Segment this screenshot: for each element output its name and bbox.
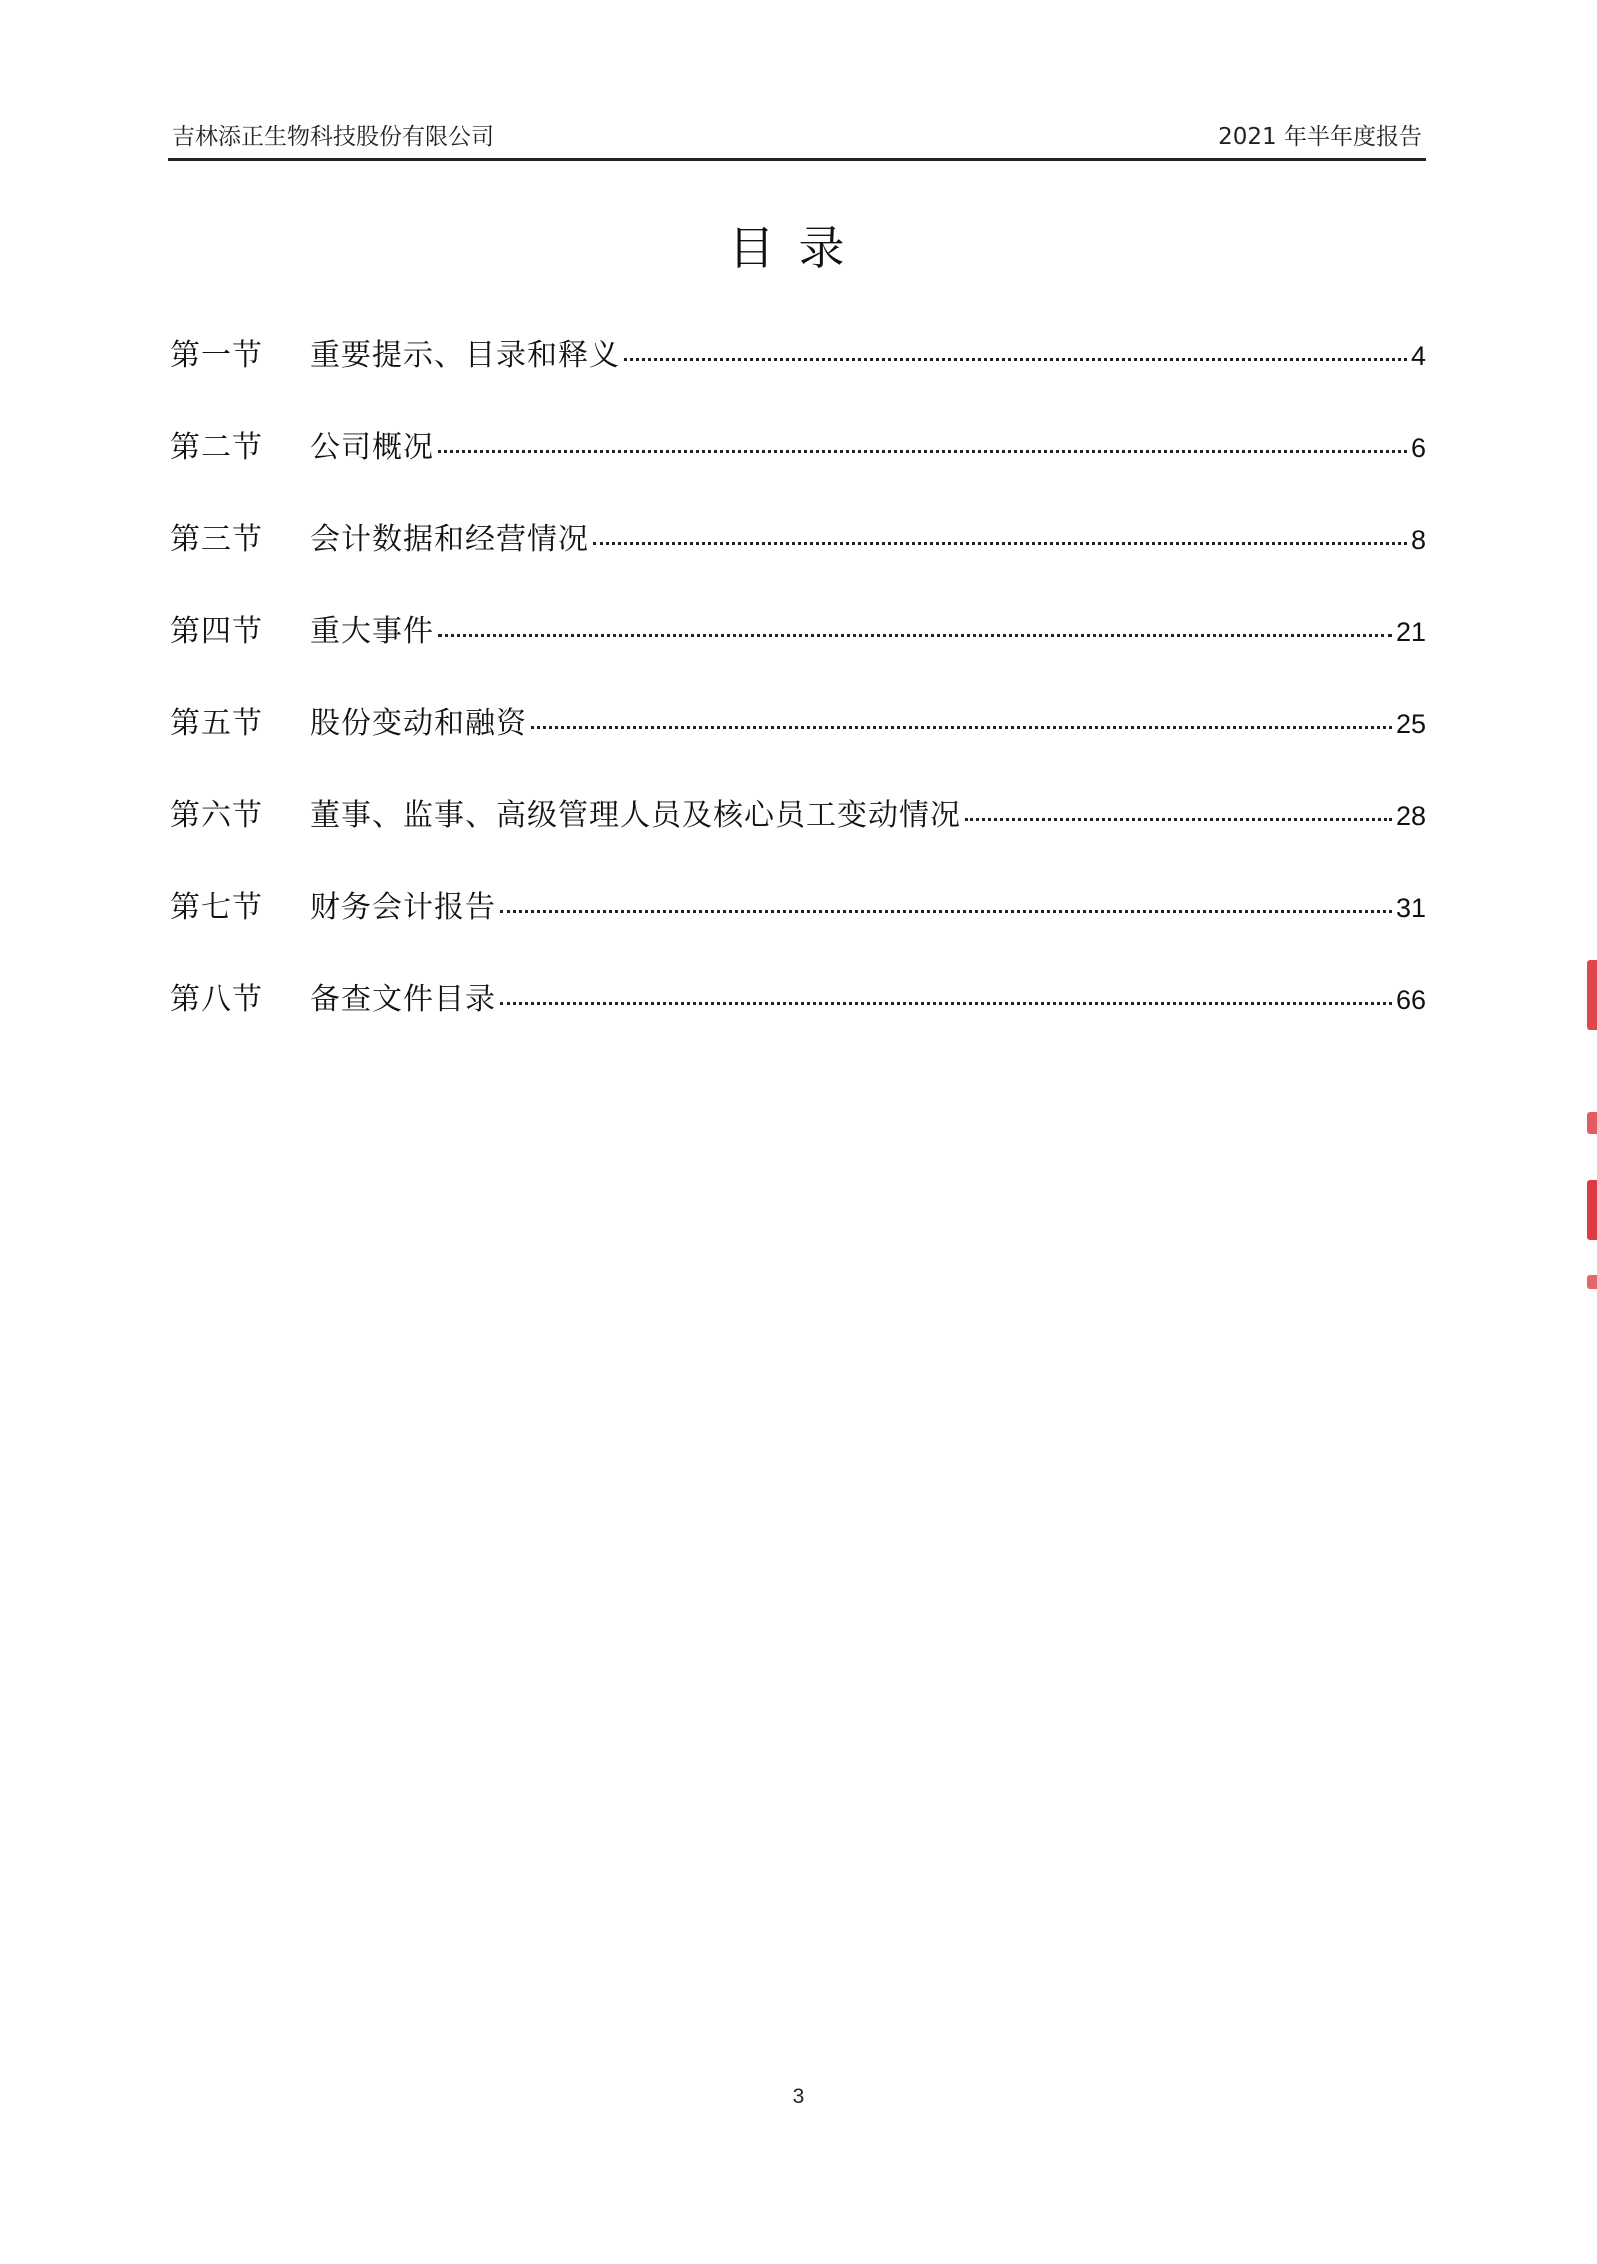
toc-page-number: 66 <box>1395 985 1426 1015</box>
toc-entry-8[interactable] <box>170 974 1426 1066</box>
toc-page-number: 4 <box>1410 341 1426 371</box>
seal-stamp-edge-mark <box>1587 1275 1597 1289</box>
toc-section-label: 第五节 <box>170 706 263 741</box>
toc-section-label: 第七节 <box>170 890 263 925</box>
header-report-title: 2021 年半年度报告 <box>1218 124 1422 150</box>
toc-section-label: 第二节 <box>170 430 263 465</box>
toc-entry-4[interactable] <box>170 606 1426 698</box>
toc-entry-title: 董事、监事、高级管理人员及核心员工变动情况 <box>310 798 961 833</box>
toc-section-label: 第六节 <box>170 798 263 833</box>
toc-leader-dots <box>438 450 1407 453</box>
toc-entry-3[interactable] <box>170 514 1426 606</box>
toc-section-label: 第四节 <box>170 614 263 649</box>
toc-leader-dots <box>593 542 1407 545</box>
toc-leader-dots <box>531 726 1392 729</box>
toc-entry-title: 公司概况 <box>310 430 434 465</box>
toc-leader-dots <box>500 910 1392 913</box>
toc-page-number: 28 <box>1395 801 1426 831</box>
toc-leader-dots <box>965 818 1392 821</box>
toc-section-label: 第三节 <box>170 522 263 557</box>
toc-title: 目录 <box>728 221 869 275</box>
toc-page-number: 8 <box>1410 525 1426 555</box>
toc-leader-dots <box>438 634 1392 637</box>
toc-entry-title: 备查文件目录 <box>310 982 496 1017</box>
toc-page-number: 31 <box>1395 893 1426 923</box>
toc-leader-dots <box>624 358 1407 361</box>
seal-stamp-edge-mark <box>1587 1112 1597 1134</box>
toc-leader-dots <box>500 1002 1392 1005</box>
toc-entry-5[interactable] <box>170 698 1426 790</box>
page-header <box>168 118 1426 161</box>
toc-entry-7[interactable] <box>170 882 1426 974</box>
toc-entry-6[interactable] <box>170 790 1426 882</box>
footer-page-number: 3 <box>792 2085 805 2108</box>
header-company-name: 吉林添正生物科技股份有限公司 <box>172 124 494 150</box>
toc-page-number: 21 <box>1395 617 1426 647</box>
toc-entry-title: 股份变动和融资 <box>310 706 527 741</box>
toc-entry-2[interactable] <box>170 422 1426 514</box>
table-of-contents <box>170 330 1426 1066</box>
toc-entry-title: 财务会计报告 <box>310 890 496 925</box>
toc-section-label: 第一节 <box>170 338 263 373</box>
toc-entry-title: 重大事件 <box>310 614 434 649</box>
seal-stamp-edge-mark <box>1587 1180 1597 1240</box>
toc-entry-1[interactable] <box>170 330 1426 422</box>
toc-page-number: 25 <box>1395 709 1426 739</box>
seal-stamp-edge-mark <box>1587 960 1597 1030</box>
toc-page-number: 6 <box>1410 433 1426 463</box>
toc-entry-title: 重要提示、目录和释义 <box>310 338 620 373</box>
toc-entry-title: 会计数据和经营情况 <box>310 522 589 557</box>
toc-section-label: 第八节 <box>170 982 263 1017</box>
